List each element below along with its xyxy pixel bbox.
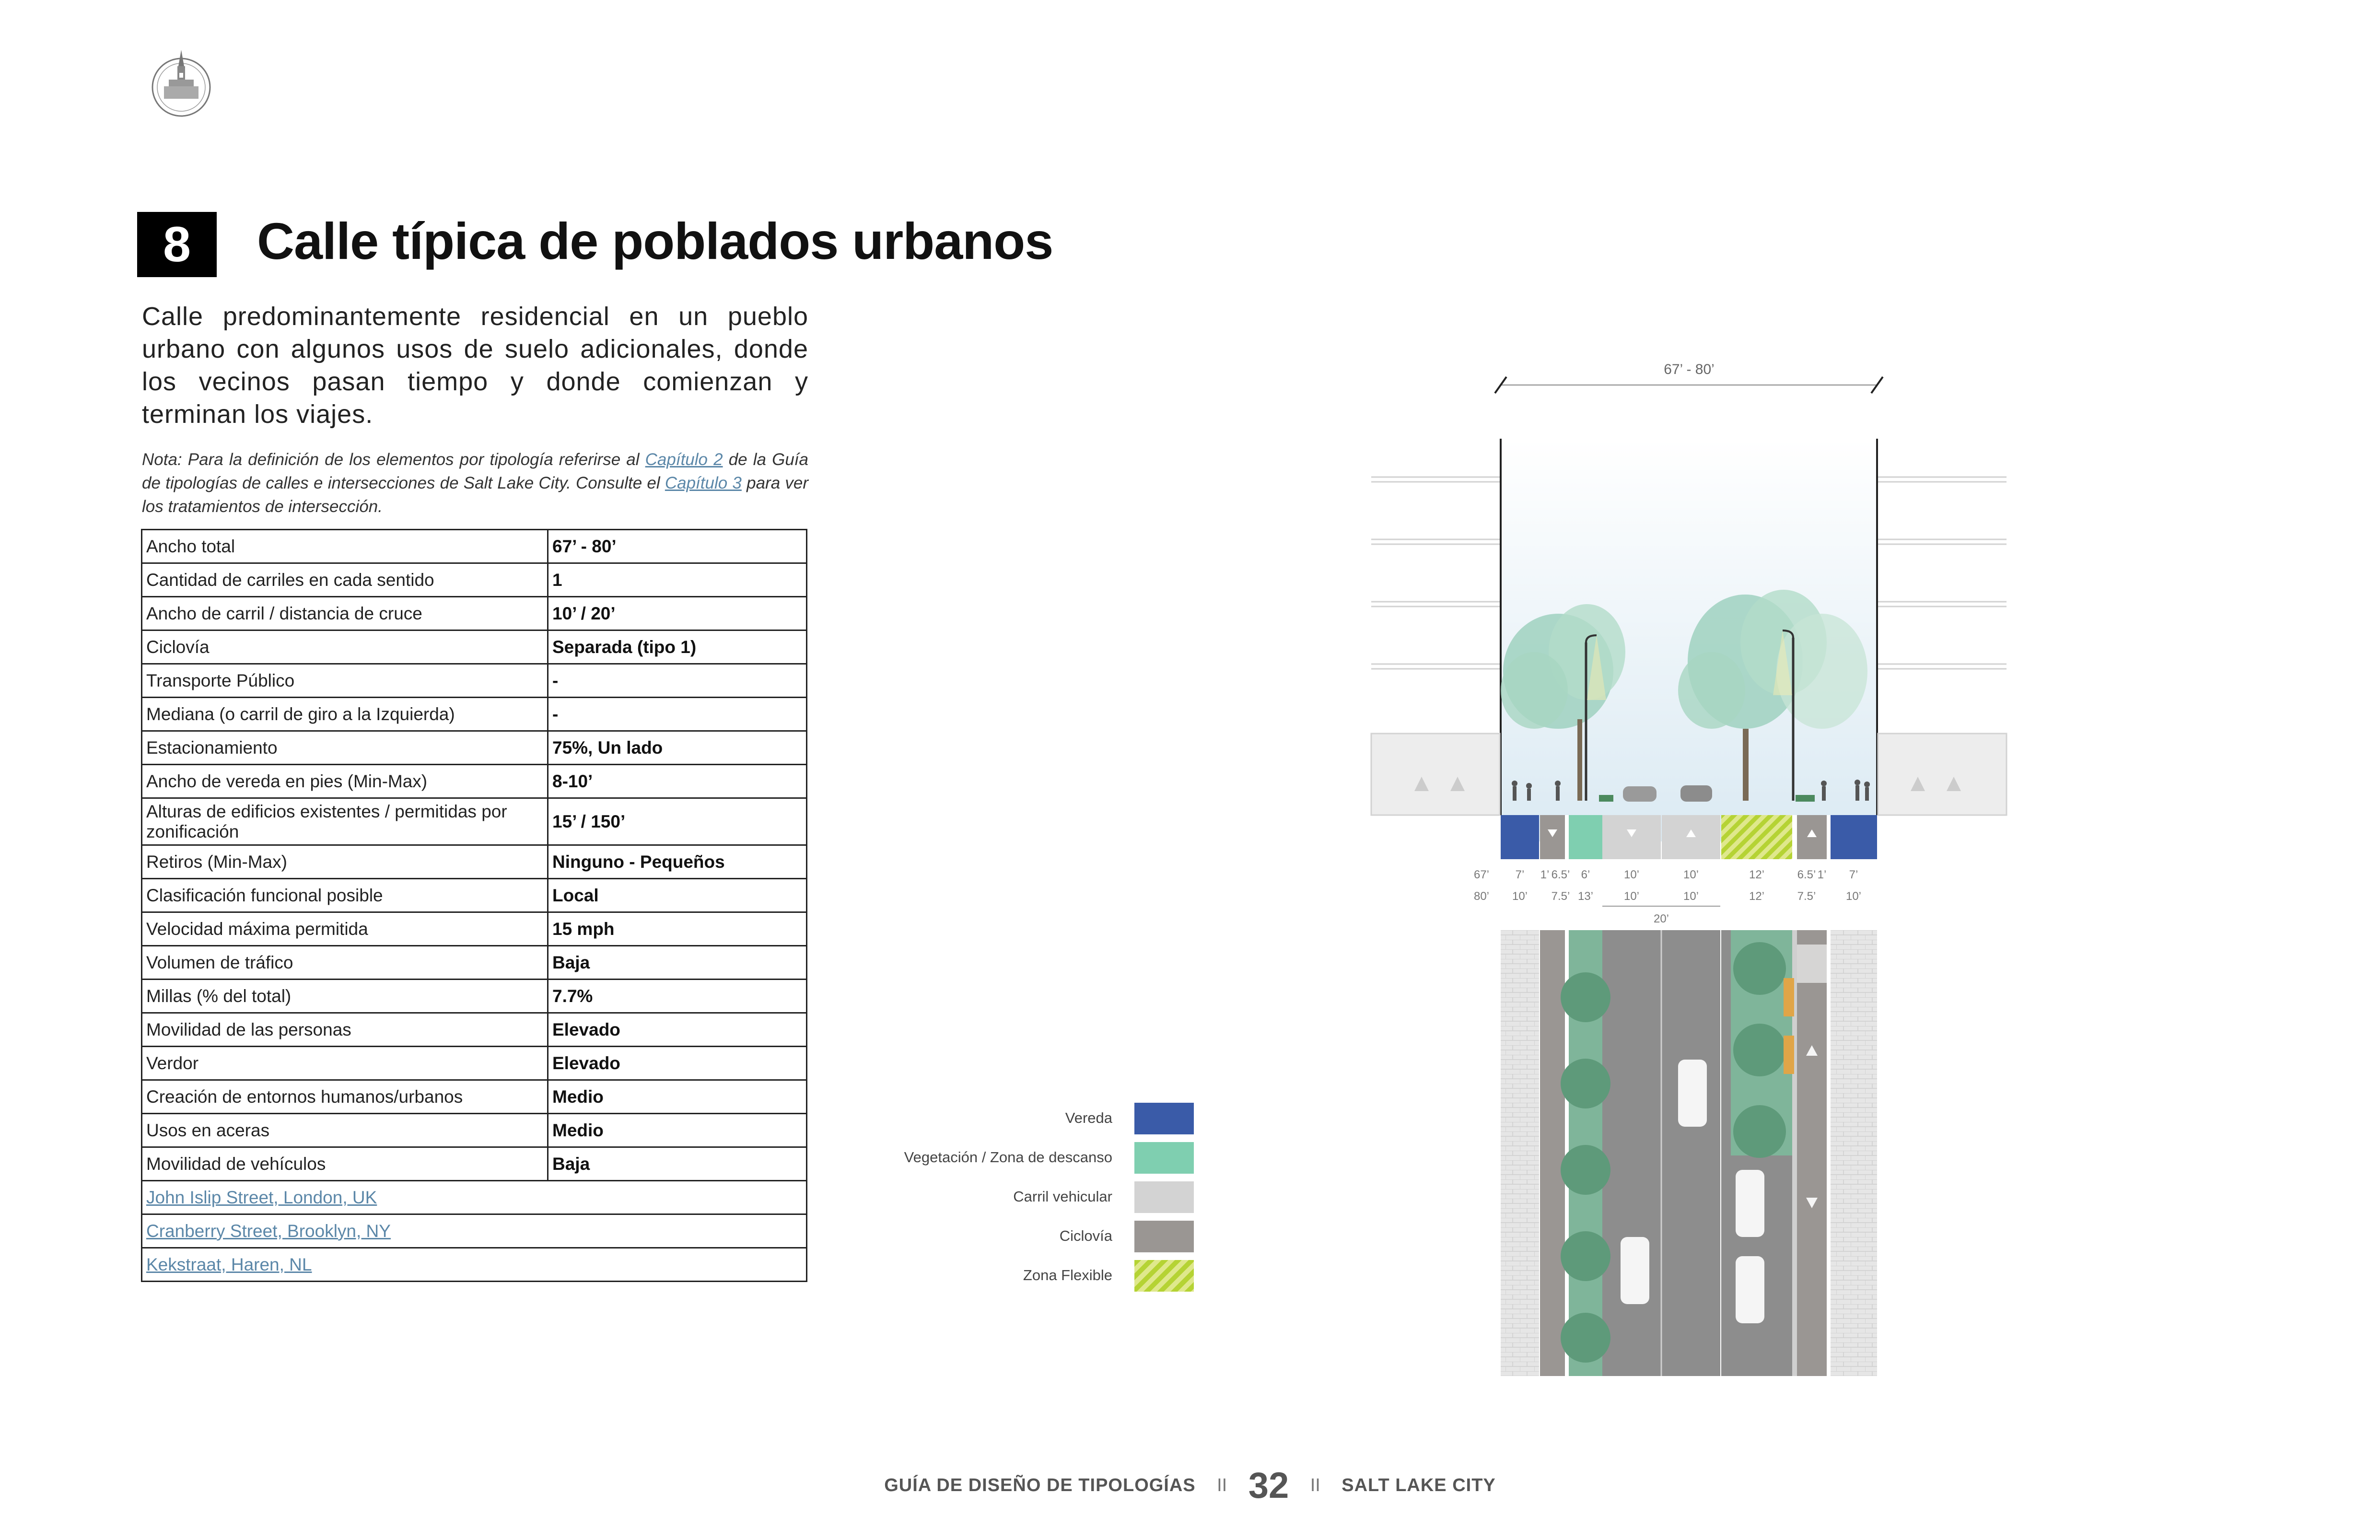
table-row xyxy=(142,530,807,563)
dim-top-label: 10’ xyxy=(1683,868,1699,881)
dim-bottom-label: 7.5’ xyxy=(1551,890,1570,903)
spec-label: Estacionamiento xyxy=(142,731,548,765)
dim-top-label: 7’ xyxy=(1515,868,1525,881)
dim-bottom-label: 13’ xyxy=(1577,890,1594,903)
footer-guide-title: GUÍA DE DISEÑO DE TIPOLOGÍAS xyxy=(884,1475,1196,1495)
dim-bottom-label: 7.5’ xyxy=(1797,890,1816,903)
spec-label: Movilidad de las personas xyxy=(142,1013,548,1047)
table-row xyxy=(142,731,807,765)
intro-paragraph: Calle predominantemente residencial en un pueblo urbano con algunos usos de suelo adicionales, donde los vecinos pasan tiempo y donde comienzan y terminan los viajes. xyxy=(142,302,808,429)
spec-label: Ancho de carril / distancia de cruce xyxy=(142,597,548,630)
building-facade-left xyxy=(1371,477,1500,815)
dim-top-label: 6’ xyxy=(1581,868,1590,881)
dim-top-label: 1’ xyxy=(1540,868,1550,881)
legend-label: Vereda xyxy=(1065,1109,1112,1126)
spec-value: Local xyxy=(548,879,807,912)
spec-label: Ancho de vereda en pies (Min-Max) xyxy=(142,765,548,798)
spec-value: 7.7% xyxy=(548,980,807,1013)
dim-bottom-label: 12’ xyxy=(1749,890,1765,903)
example-cell xyxy=(142,1214,807,1248)
spec-value: Separada (tipo 1) xyxy=(548,630,807,664)
legend-label: Zona Flexible xyxy=(1023,1267,1112,1283)
table-row xyxy=(142,980,807,1013)
example-cell xyxy=(142,1181,807,1214)
legend-swatch xyxy=(1134,1260,1194,1292)
table-row xyxy=(142,1047,807,1080)
table-row xyxy=(142,1181,807,1214)
legend-item-vegetacion xyxy=(882,1142,1194,1176)
spec-label: Ancho total xyxy=(142,530,548,563)
note-text-3: para ver los tratamientos de intersección. xyxy=(142,474,808,516)
dim-bottom-label: 10’ xyxy=(1845,890,1862,903)
section-number: 8 xyxy=(137,212,217,277)
section-strip xyxy=(1501,815,1877,859)
footer-separator: II xyxy=(1217,1475,1227,1495)
spec-label: Verdor xyxy=(142,1047,548,1080)
spec-label: Volumen de tráfico xyxy=(142,946,548,980)
spec-value: 15’ / 150’ xyxy=(548,798,807,845)
legend-swatch xyxy=(1134,1181,1194,1213)
note-text-1: Nota: Para la definición de los elementos por tipología referirse al xyxy=(142,450,645,469)
legend-swatch xyxy=(1134,1142,1194,1174)
example-link-cranberry[interactable]: Cranberry Street, Brooklyn, NY xyxy=(146,1221,391,1241)
table-row xyxy=(142,912,807,946)
spec-label: Clasificación funcional posible xyxy=(142,879,548,912)
spec-value: 15 mph xyxy=(548,912,807,946)
dim-bottom-label: 10’ xyxy=(1512,890,1528,903)
spec-value: 8-10’ xyxy=(548,765,807,798)
table-row xyxy=(142,946,807,980)
legend-swatch xyxy=(1134,1103,1194,1134)
spec-value: Baja xyxy=(548,1147,807,1181)
table-row xyxy=(142,879,807,912)
street-diagram xyxy=(1362,355,2018,1386)
page-title: Calle típica de poblados urbanos xyxy=(257,212,1053,270)
spec-value: Elevado xyxy=(548,1047,807,1080)
legend-swatch xyxy=(1134,1221,1194,1252)
dim-top-label: 6.5’ xyxy=(1797,868,1816,881)
spec-label: Creación de entornos humanos/urbanos xyxy=(142,1080,548,1114)
dim-bottom-label: 10’ xyxy=(1623,890,1640,903)
spec-value: Elevado xyxy=(548,1013,807,1047)
spec-value: Medio xyxy=(548,1080,807,1114)
table-row xyxy=(142,630,807,664)
legend-label: Carril vehicular xyxy=(1013,1188,1112,1205)
spec-value: Baja xyxy=(548,946,807,980)
page-footer xyxy=(0,1465,2380,1506)
crossing-width-label: 20’ xyxy=(1653,912,1669,925)
table-row xyxy=(142,1248,807,1282)
building-facade-right xyxy=(1878,477,2007,815)
dimension-labels xyxy=(1474,868,1861,925)
table-row xyxy=(142,698,807,731)
spec-value: Ninguno - Pequeños xyxy=(548,845,807,879)
spec-label: Alturas de edificios existentes / permitidas por zonificación xyxy=(142,798,548,845)
dim-top-label: 6.5’ xyxy=(1551,868,1570,881)
spec-label: Retiros (Min-Max) xyxy=(142,845,548,879)
note-paragraph xyxy=(142,448,808,518)
city-seal-logo xyxy=(150,46,213,119)
table-row xyxy=(142,1080,807,1114)
spec-value: 75%, Un lado xyxy=(548,731,807,765)
footer-city: SALT LAKE CITY xyxy=(1342,1475,1496,1495)
example-link-kekstraat[interactable]: Kekstraat, Haren, NL xyxy=(146,1254,312,1274)
spec-value: - xyxy=(548,698,807,731)
spec-table xyxy=(141,529,807,1282)
table-row xyxy=(142,563,807,597)
chapter-3-link[interactable]: Capítulo 3 xyxy=(665,474,742,492)
dim-top-label: 7’ xyxy=(1849,868,1858,881)
dim-top-label: 1’ xyxy=(1817,868,1827,881)
spec-label: Velocidad máxima permitida xyxy=(142,912,548,946)
spec-label: Millas (% del total) xyxy=(142,980,548,1013)
legend-label: Vegetación / Zona de descanso xyxy=(904,1149,1112,1166)
table-row xyxy=(142,597,807,630)
table-row xyxy=(142,1013,807,1047)
chapter-2-link[interactable]: Capítulo 2 xyxy=(645,450,723,469)
table-row xyxy=(142,1114,807,1147)
spec-label: Usos en aceras xyxy=(142,1114,548,1147)
table-row xyxy=(142,1214,807,1248)
spec-value: 1 xyxy=(548,563,807,597)
example-link-john-islip[interactable]: John Islip Street, London, UK xyxy=(146,1187,377,1207)
spec-value: 10’ / 20’ xyxy=(548,597,807,630)
spec-label: Transporte Público xyxy=(142,664,548,698)
dim-bottom-label: 10’ xyxy=(1683,890,1699,903)
spec-label: Movilidad de vehículos xyxy=(142,1147,548,1181)
spec-value: Medio xyxy=(548,1114,807,1147)
spec-label: Cantidad de carriles en cada sentido xyxy=(142,563,548,597)
plan-view xyxy=(1501,930,1877,1376)
legend-label: Ciclovía xyxy=(1059,1227,1112,1244)
legend-item-ciclovia xyxy=(882,1221,1194,1254)
legend-item-zona-flexible xyxy=(882,1260,1194,1294)
dim-top-label: 12’ xyxy=(1749,868,1765,881)
dim-bottom-label: 80’ xyxy=(1473,890,1490,903)
footer-separator: II xyxy=(1310,1475,1320,1495)
dim-top-label: 10’ xyxy=(1623,868,1640,881)
page-number: 32 xyxy=(1248,1465,1289,1506)
table-row xyxy=(142,798,807,845)
dim-top-label: 67’ xyxy=(1473,868,1490,881)
table-row xyxy=(142,765,807,798)
table-row xyxy=(142,845,807,879)
example-cell xyxy=(142,1248,807,1282)
spec-label: Mediana (o carril de giro a la Izquierda) xyxy=(142,698,548,731)
note-text-2: de la Guía de tipologías de calles e intersecciones de Salt Lake City. Consulte el xyxy=(142,450,808,492)
table-row xyxy=(142,664,807,698)
total-width-label: 67’ - 80’ xyxy=(1664,362,1715,377)
spec-label: Ciclovía xyxy=(142,630,548,664)
legend-item-carril xyxy=(882,1181,1194,1215)
table-row xyxy=(142,1147,807,1181)
spec-value: 67’ - 80’ xyxy=(548,530,807,563)
spec-value: - xyxy=(548,664,807,698)
legend-item-vereda xyxy=(882,1103,1194,1136)
